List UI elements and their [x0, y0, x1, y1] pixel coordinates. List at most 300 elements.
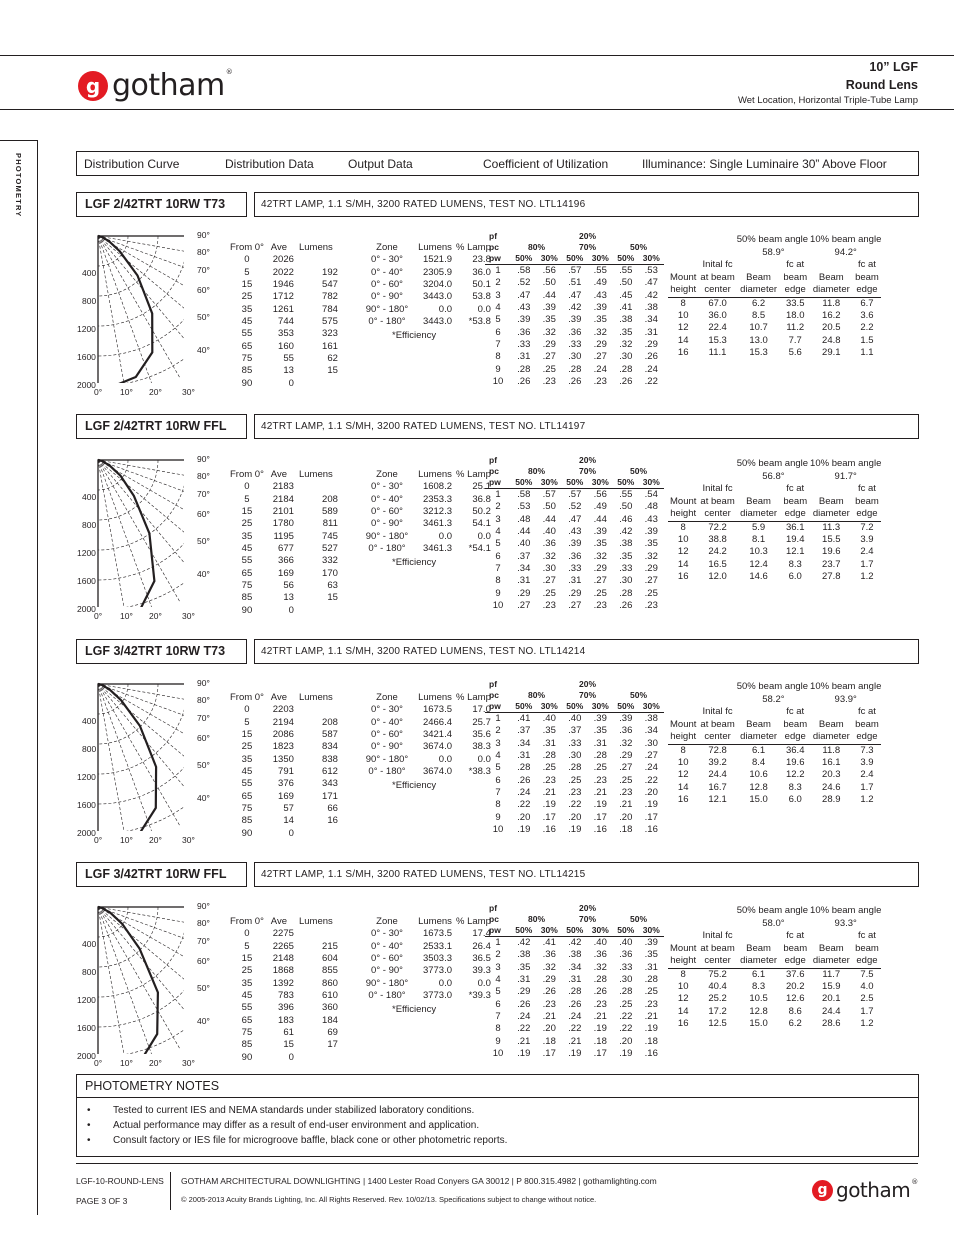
column-header: Mount	[670, 718, 697, 730]
cu-header-pf	[485, 455, 664, 466]
table-row	[230, 353, 340, 365]
column-header: % Lamp	[456, 469, 491, 480]
table-cell: .28	[568, 363, 582, 375]
illuminance-table	[668, 458, 881, 583]
angle-ray	[98, 460, 184, 543]
section-description: 42TRT LAMP, 1.1 S/MH, 3200 RATED LUMENS, TEST NO. LTL14215	[254, 862, 919, 887]
table-cell: 2101	[272, 506, 294, 518]
table-cell: 8.4	[751, 756, 766, 768]
table-cell: 36.0	[708, 309, 727, 321]
table-cell: 75	[241, 1027, 253, 1039]
column-header: fc at	[857, 483, 876, 494]
table-cell: 57	[283, 803, 294, 815]
table-cell: .36	[542, 949, 556, 961]
beam50-value: 56.8°	[762, 470, 785, 482]
table-cell: 3	[495, 737, 501, 749]
table-cell: 36.4	[785, 744, 805, 756]
table-row	[485, 364, 664, 376]
column-header: Ave	[270, 916, 287, 927]
table-cell: .47	[568, 289, 582, 301]
table-row	[668, 993, 881, 1005]
column-header: Zone	[376, 692, 398, 703]
zone-cell: 0° - 60°	[371, 953, 403, 965]
table-cell: 12.5	[708, 1017, 727, 1029]
table-cell: .19	[644, 799, 658, 811]
output-data-table	[356, 916, 491, 1002]
table-row	[230, 291, 340, 303]
column-header: beam	[783, 942, 808, 954]
table-cell: 40.4	[708, 980, 727, 992]
table-cell: 19.6	[822, 546, 841, 558]
table-cell: .29	[542, 339, 556, 351]
table-row	[356, 754, 491, 766]
table-cell: .39	[593, 526, 607, 538]
blank-cell	[668, 905, 737, 918]
table-cell: 1.2	[860, 1017, 874, 1029]
table-cell: 2.2	[860, 322, 874, 334]
table-cell: 3.9	[860, 533, 874, 545]
table-cell: 783	[278, 990, 294, 1002]
table-cell: 20.5	[822, 322, 841, 334]
zone-cell: 0° - 40°	[371, 493, 403, 505]
table-cell: .23	[568, 787, 582, 799]
table-cell: .16	[542, 824, 556, 836]
table-cell: 8.3	[788, 558, 802, 570]
table-cell: .38	[619, 314, 633, 326]
table-cell: 6	[495, 998, 501, 1010]
table-cell: 587	[322, 729, 338, 741]
pw-value: 30%	[537, 477, 563, 489]
bottom-angle-label: 0°	[94, 835, 103, 845]
table-row	[485, 575, 664, 587]
table-cell: 18.0	[785, 309, 805, 321]
angle-label: 40°	[197, 569, 210, 579]
table-cell: 2	[495, 725, 501, 737]
table-cell: .28	[593, 974, 607, 986]
table-row	[230, 791, 340, 803]
table-cell: 36.0	[472, 266, 491, 278]
table-cell: 54.1	[472, 518, 491, 530]
column-header: beam	[783, 718, 808, 730]
table-cell: 8.1	[751, 533, 766, 545]
table-cell: 16	[327, 815, 338, 827]
table-cell: 25	[241, 741, 253, 753]
table-cell: 782	[322, 291, 338, 303]
zone-cell: 0° - 180°	[368, 543, 406, 555]
table-cell: 612	[322, 766, 338, 778]
table-cell: 15	[283, 1039, 294, 1051]
table-cell: .35	[619, 326, 633, 338]
table-cell: 0	[244, 481, 250, 493]
table-cell: 16	[677, 570, 689, 582]
table-cell: 85	[241, 815, 253, 827]
table-cell: 65	[241, 567, 253, 579]
pw-value: 50%	[562, 477, 588, 489]
candela-arc	[98, 684, 184, 804]
candela-label: 2000	[77, 380, 96, 390]
candela-label: 400	[82, 716, 97, 726]
table-cell: .24	[517, 1011, 531, 1023]
column-header	[810, 930, 853, 943]
table-cell: .30	[568, 351, 582, 363]
table-cell: .36	[517, 326, 531, 338]
table-header	[356, 916, 491, 928]
table-cell: 2	[495, 277, 501, 289]
table-cell: .39	[568, 538, 582, 550]
blank-cell	[668, 247, 737, 260]
table-cell: 1	[495, 489, 501, 500]
column-header: beam	[855, 942, 879, 954]
table-cell: .50	[542, 277, 556, 289]
table-cell: 45	[241, 990, 253, 1002]
bottom-angle-label: 20°	[149, 387, 162, 397]
tab-coefficient-of-utilization: Coefficient of Utilization	[483, 157, 609, 171]
column-header: Zone	[376, 916, 398, 927]
table-cell: 12.4	[749, 558, 768, 570]
table-cell: 5	[244, 493, 250, 505]
table-cell: .28	[568, 762, 582, 774]
cu-header-pw	[485, 701, 664, 713]
table-cell: .36	[619, 949, 633, 961]
table-cell: 15.3	[749, 346, 768, 358]
table-cell: .27	[619, 762, 633, 774]
angle-label: 50°	[197, 760, 210, 770]
table-row	[356, 506, 491, 518]
candela-label: 800	[82, 967, 97, 977]
candela-label: 1600	[77, 800, 96, 810]
table-cell: 8	[680, 521, 686, 533]
pf-label: pf	[489, 903, 498, 913]
angle-label: 70°	[197, 713, 210, 723]
table-cell: 14	[677, 1005, 689, 1017]
table-cell: 12	[677, 546, 689, 558]
table-cell: 5	[244, 716, 250, 728]
header-rule	[0, 109, 954, 110]
table-row	[230, 928, 340, 940]
zone-cell: 0° - 90°	[371, 518, 403, 530]
pc-value: 70%	[578, 241, 596, 252]
table-cell	[294, 605, 340, 617]
table-cell: .22	[619, 1011, 633, 1023]
table-cell: .42	[568, 302, 582, 314]
table-cell: .20	[542, 1023, 556, 1035]
column-header: From 0°	[230, 242, 264, 253]
table-row	[230, 704, 340, 716]
table-cell: .42	[568, 937, 582, 948]
table-cell: 5.9	[751, 521, 766, 533]
table-row	[230, 518, 340, 530]
table-header	[356, 692, 491, 704]
table-cell: .26	[517, 998, 531, 1010]
table-cell	[294, 1052, 340, 1064]
candela-label: 2000	[77, 1051, 96, 1061]
pw-value: 30%	[639, 701, 665, 713]
bottom-angle-label: 10°	[120, 387, 133, 397]
column-header: Mount	[670, 495, 697, 507]
bottom-angle-label: 30°	[182, 611, 195, 621]
table-cell: .44	[542, 289, 556, 301]
section-title: LGF 2/42TRT 10RW FFL	[76, 414, 247, 439]
table-row	[230, 941, 340, 953]
column-header: From 0°	[230, 916, 264, 927]
table-cell: 8	[680, 744, 686, 756]
table-cell: 604	[322, 953, 338, 965]
zone-cell: 0° - 40°	[371, 266, 403, 278]
table-cell: .43	[517, 302, 531, 314]
table-row	[230, 803, 340, 815]
table-cell: 744	[278, 316, 294, 328]
table-cell: 5	[495, 538, 501, 550]
table-cell: .23	[542, 376, 556, 388]
table-cell: 25.2	[708, 993, 727, 1005]
table-cell: .34	[517, 563, 531, 575]
table-cell: .35	[619, 550, 633, 562]
table-cell: .19	[517, 824, 531, 836]
table-row	[230, 328, 340, 340]
column-header: Beam	[818, 718, 844, 730]
table-cell: 61	[283, 1027, 294, 1039]
table-cell: .16	[644, 824, 658, 836]
table-row	[230, 1002, 340, 1014]
table-row	[230, 494, 340, 506]
pc-label: pc	[489, 241, 499, 252]
table-cell: 75	[241, 580, 253, 592]
table-row	[356, 543, 491, 555]
column-header: edge	[853, 955, 882, 968]
registered-mark: ®	[225, 68, 233, 76]
candela-label: 800	[82, 296, 97, 306]
table-cell: .20	[517, 811, 531, 823]
table-row	[485, 750, 664, 762]
table-cell: 2353.3	[422, 493, 452, 505]
table-cell: .29	[644, 339, 658, 351]
angle-label: 90°	[197, 678, 210, 688]
table-cell: 7	[495, 563, 501, 575]
table-cell: .32	[619, 737, 633, 749]
table-cell: 2.4	[860, 769, 874, 781]
table-header	[230, 242, 340, 254]
angle-ray	[98, 684, 184, 740]
table-row	[668, 782, 881, 794]
table-cell: .27	[593, 351, 607, 363]
il-column-header	[668, 731, 881, 744]
table-cell: 10.6	[749, 769, 768, 781]
table-cell: 192	[322, 266, 338, 278]
table-cell: 2203	[272, 704, 294, 716]
table-cell: 20.3	[822, 769, 841, 781]
pw-value: 30%	[537, 253, 563, 265]
beam10-label: 10% beam angle	[810, 234, 882, 245]
table-row	[230, 978, 340, 990]
table-cell: .31	[517, 575, 531, 587]
table-row	[485, 974, 664, 986]
table-cell: .29	[593, 339, 607, 351]
column-header: Beam	[746, 495, 771, 507]
table-row	[356, 304, 491, 316]
table-cell: .33	[568, 339, 582, 351]
column-header: Lumens	[298, 916, 333, 927]
candela-label: 800	[82, 744, 97, 754]
table-cell: 2184	[272, 493, 294, 505]
table-cell: *39.3	[468, 990, 491, 1002]
pf-value: 20%	[578, 231, 596, 241]
pw-value: 30%	[588, 701, 614, 713]
pw-value: 50%	[613, 925, 639, 937]
table-cell: 855	[322, 965, 338, 977]
table-row	[230, 543, 340, 555]
table-cell: 33.5	[785, 297, 805, 309]
table-cell: 36.8	[472, 493, 491, 505]
notes-title: PHOTOMETRY NOTES	[77, 1075, 918, 1098]
section-title: LGF 2/42TRT 10RW T73	[76, 192, 247, 217]
table-cell: 65	[241, 790, 253, 802]
table-cell: .23	[593, 376, 607, 388]
table-row	[485, 489, 664, 502]
table-cell: 1946	[272, 279, 294, 291]
candela-curve	[98, 236, 152, 383]
candela-curve	[98, 684, 156, 831]
table-cell: 10	[492, 824, 504, 836]
beam-angle-header	[668, 458, 881, 471]
il-column-header	[668, 284, 881, 297]
table-cell: 16.5	[708, 558, 727, 570]
table-row	[230, 304, 340, 316]
table-cell: .25	[619, 998, 633, 1010]
table-cell	[294, 378, 340, 390]
top-rule	[0, 55, 954, 56]
angle-ray	[98, 684, 184, 713]
output-data-table	[356, 692, 491, 778]
zone-cell: 0° - 60°	[371, 506, 403, 518]
column-header	[737, 706, 781, 719]
pc-value: 70%	[578, 689, 596, 700]
gotham-logo-mark-footer: g	[812, 1180, 833, 1201]
table-row	[485, 526, 664, 538]
beam50-value: 58.9°	[762, 246, 785, 258]
table-cell: 38.3	[472, 741, 491, 753]
column-header: Lumens	[298, 242, 333, 253]
table-cell: .40	[542, 713, 556, 724]
table-cell: 12.8	[749, 1005, 768, 1017]
column-header: height	[668, 955, 698, 968]
table-cell: .40	[517, 538, 531, 550]
table-cell: 332	[322, 555, 338, 567]
gotham-logo-word	[112, 68, 232, 103]
cu-header-pf	[485, 903, 664, 914]
table-cell: .19	[593, 799, 607, 811]
column-header: Ave	[270, 242, 287, 253]
bottom-angle-label: 20°	[149, 835, 162, 845]
table-cell: 5	[495, 762, 501, 774]
table-cell: 3212.3	[422, 506, 452, 518]
table-cell: .34	[517, 737, 531, 749]
table-cell: .58	[517, 265, 531, 276]
table-cell: 10	[492, 1048, 504, 1060]
beam10-label: 10% beam angle	[810, 905, 882, 916]
angle-ray	[98, 236, 184, 265]
table-cell: .18	[542, 1035, 556, 1047]
column-header: fc at	[857, 930, 876, 941]
table-cell: .43	[593, 289, 607, 301]
table-cell: 37.6	[785, 968, 805, 980]
table-cell: .40	[542, 526, 556, 538]
pc-label: pc	[489, 913, 499, 924]
table-row	[668, 546, 881, 558]
table-cell: 55	[241, 778, 253, 790]
column-header: Beam	[818, 271, 844, 283]
table-cell: .22	[644, 376, 658, 388]
cu-header-pc	[485, 466, 664, 477]
table-cell: 13.0	[749, 334, 768, 346]
table-cell: .56	[542, 265, 556, 276]
angle-ray	[98, 236, 184, 319]
table-cell: .18	[644, 1035, 658, 1047]
table-cell: 26.4	[472, 940, 491, 952]
angle-label: 70°	[197, 936, 210, 946]
table-cell: 2466.4	[422, 716, 452, 728]
table-cell: .16	[593, 824, 607, 836]
table-cell: .36	[568, 326, 582, 338]
blank-cell	[668, 694, 737, 707]
table-row	[230, 729, 340, 741]
table-cell: .47	[644, 277, 658, 289]
table-row	[485, 812, 664, 824]
table-row	[230, 316, 340, 328]
table-cell: .48	[644, 501, 658, 513]
table-cell: 1673.5	[422, 704, 452, 716]
table-cell: .38	[568, 949, 582, 961]
table-cell: .50	[619, 277, 633, 289]
table-cell: 55	[241, 328, 253, 340]
table-cell: 1712	[272, 291, 294, 303]
table-cell: 1195	[273, 530, 294, 542]
table-cell: .17	[593, 811, 607, 823]
table-cell: .23	[542, 998, 556, 1010]
table-cell: 170	[322, 567, 338, 579]
table-header	[230, 916, 340, 928]
column-header: edge	[780, 284, 810, 297]
table-cell: 20.1	[822, 993, 841, 1005]
table-row	[668, 794, 881, 806]
table-cell: 3461.3	[422, 543, 452, 555]
column-header: Zone	[376, 469, 398, 480]
table-row	[230, 592, 340, 604]
table-cell: .52	[568, 501, 582, 513]
table-cell: .27	[644, 750, 658, 762]
efficiency-note: *Efficiency	[392, 780, 437, 791]
candela-arc	[98, 236, 184, 356]
column-header: beam	[783, 271, 808, 283]
table-cell: .25	[619, 774, 633, 786]
table-cell: .22	[568, 1023, 582, 1035]
table-cell: .27	[593, 575, 607, 587]
table-cell: 7.5	[860, 968, 874, 980]
column-header: center	[698, 508, 736, 521]
column-header: edge	[780, 508, 810, 521]
table-cell: 29.1	[822, 346, 841, 358]
column-header: diameter	[810, 284, 853, 297]
table-cell: .24	[644, 762, 658, 774]
table-cell: 36.1	[785, 521, 805, 533]
table-cell: 17	[327, 1039, 338, 1051]
table-cell: 215	[322, 940, 338, 952]
table-cell: 7	[495, 339, 501, 351]
table-cell: 63	[327, 580, 338, 592]
table-cell: .48	[517, 513, 531, 525]
table-cell: 8	[495, 799, 501, 811]
table-cell: 4	[495, 974, 501, 986]
table-cell: .33	[568, 737, 582, 749]
